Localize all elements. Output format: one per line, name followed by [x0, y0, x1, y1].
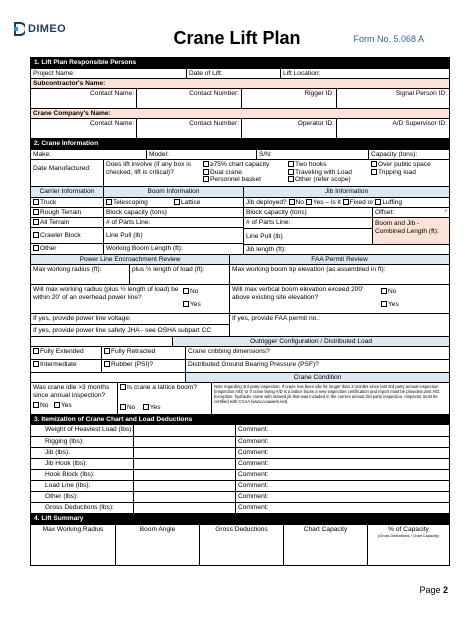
- boom-telescoping[interactable]: Telescoping: [106, 199, 174, 207]
- jib-block-capacity-field[interactable]: Block capacity (tons): [246, 209, 307, 216]
- power-line-no-option[interactable]: No: [183, 288, 227, 296]
- option-label: Personnel basket: [210, 176, 261, 184]
- checkbox-icon[interactable]: [174, 199, 180, 205]
- deduction-label: Gross Deductions (lbs):: [45, 504, 114, 511]
- checkbox-icon[interactable]: [120, 384, 126, 390]
- jib-luffing-option[interactable]: Luffing: [375, 199, 402, 206]
- option-label: Tripping load: [378, 168, 416, 176]
- operator-id-field[interactable]: Operator ID:: [241, 119, 336, 138]
- checkbox-icon[interactable]: [33, 209, 39, 215]
- checkbox-icon[interactable]: [33, 402, 39, 408]
- inspection-note: Note regarding 3rd party inspection: If crane has been idle for longer than 3 months since last 3rd party annual inspection (inspection A/D) or if crane being A/D is a lattice boom a new inspection certification and report must be provided post A/D. Exception: hydraulic crane with stowed jib that was included in the current annual 3rd party inspection. Inspector must be certified with CCAA (www.ccaaweb.net).: [211, 383, 449, 414]
- summary-max-working-radius[interactable]: Max Working Radius: [42, 526, 104, 533]
- lift-plan-form: [30, 57, 450, 566]
- power-line-voltage-field[interactable]: If yes, provide power line voltage:: [33, 315, 131, 322]
- page-label: Page: [419, 585, 441, 595]
- subcontractor-name-label: Subcontractor's Name:: [31, 79, 449, 88]
- carrier-information-header: Carrier Information: [31, 187, 103, 197]
- lattice-boom-question: Is crane a lattice boom?: [120, 384, 209, 392]
- checkbox-icon[interactable]: [343, 199, 349, 205]
- max-working-radius-field[interactable]: Max working radius (ft):: [33, 266, 102, 273]
- boom-parts-line-field[interactable]: # of Parts Line:: [104, 217, 243, 227]
- make-field[interactable]: Make:: [33, 151, 51, 158]
- page-title: Crane Lift Plan: [173, 28, 301, 48]
- outrigger-intermediate[interactable]: Intermediate: [31, 360, 101, 372]
- deduction-value-field[interactable]: [133, 459, 235, 469]
- sub-contact-number-field[interactable]: Contact Number:: [136, 89, 241, 108]
- serial-number-field[interactable]: S/N:: [256, 150, 368, 159]
- option-chart-capacity[interactable]: [203, 161, 284, 169]
- deduction-row: [31, 458, 449, 469]
- jib-no-option[interactable]: No: [289, 199, 304, 206]
- deduction-value-field[interactable]: [133, 503, 235, 513]
- section-title: 1. Lift Plan Responsible Persons: [31, 58, 449, 68]
- checkbox-icon[interactable]: [203, 176, 209, 182]
- checkbox-icon[interactable]: [120, 404, 126, 410]
- page-num: 2: [442, 585, 448, 595]
- deduction-row: [31, 480, 449, 491]
- deduction-row: [31, 502, 449, 513]
- lattice-yes-option[interactable]: Yes: [143, 404, 161, 411]
- deduction-comment-field[interactable]: Comment:: [235, 503, 449, 513]
- sub-contact-name-field[interactable]: Contact Name:: [90, 90, 134, 97]
- option-other-scope[interactable]: [288, 176, 367, 184]
- max-boom-tip-elevation-field[interactable]: Max working boom tip elevation (as assembled in ft):: [229, 265, 449, 284]
- checkbox-icon[interactable]: [54, 402, 60, 408]
- deduction-label: Jib (lbs):: [45, 449, 70, 456]
- option-over-public-space[interactable]: [371, 161, 447, 169]
- outrigger-configuration-header: Outrigger Configuration / Distributed Load: [172, 337, 449, 346]
- summary-percent-capacity[interactable]: [367, 525, 449, 565]
- form-number: Form No. 5.068 A: [353, 34, 424, 44]
- option-label: ≥75% chart capacity: [210, 161, 270, 168]
- outrigger-fully-extended[interactable]: Fully Extended: [31, 347, 101, 359]
- faa-no-option[interactable]: No: [381, 288, 447, 296]
- carrier-other[interactable]: Other: [31, 243, 103, 253]
- carrier-crawler-block[interactable]: Crawler Block: [31, 227, 103, 243]
- carrier-all-terrain[interactable]: All Terrain: [31, 217, 103, 227]
- crane-cribbing-dimensions-field[interactable]: Crane cribbing dimensions?: [185, 347, 449, 359]
- jib-deployed-label: Jib deployed?: [246, 199, 287, 206]
- summary-boom-angle[interactable]: Boom Angle: [115, 525, 199, 565]
- section-1-header: [31, 58, 449, 68]
- checkbox-icon[interactable]: [33, 219, 39, 225]
- critical-lift-question: Does lift involve (if any box is checked, lift is critical)?: [103, 160, 201, 186]
- project-name-field[interactable]: Project Name:: [33, 70, 75, 77]
- deduction-value-field[interactable]: [133, 470, 235, 480]
- checkbox-icon[interactable]: [104, 361, 110, 367]
- checkbox-icon[interactable]: [33, 199, 39, 205]
- deduction-value-field[interactable]: [133, 481, 235, 491]
- checkbox-icon[interactable]: [33, 232, 39, 238]
- model-field[interactable]: Model:: [146, 150, 256, 159]
- faa-permit-review-header: FAA Permit Review: [229, 255, 449, 264]
- deduction-value-field[interactable]: [133, 437, 235, 447]
- option-two-hooks[interactable]: [288, 161, 367, 169]
- boom-line-pull-field[interactable]: Line Pull (lb): [104, 227, 243, 243]
- option-label: Over public space: [378, 161, 431, 168]
- checkbox-icon[interactable]: [381, 288, 387, 294]
- plus-half-load-field[interactable]: plus ½ length of load (ft):: [129, 265, 229, 284]
- deduction-row: [31, 436, 449, 447]
- crane-company-label: Crane Company's Name:: [31, 109, 449, 118]
- date-of-lift-field[interactable]: Date of Lift:: [186, 69, 280, 78]
- checkbox-icon[interactable]: [33, 348, 39, 354]
- capacity-field[interactable]: Capacity (tons):: [368, 150, 449, 159]
- percent-capacity-label: % of Capacity: [388, 526, 429, 533]
- boom-lattice[interactable]: Lattice: [174, 199, 200, 206]
- deduction-label: Hook Block (lbs):: [45, 471, 95, 478]
- ad-supervisor-id-field[interactable]: A/D Supervisor ID:: [336, 119, 449, 138]
- deductions-table: [31, 425, 449, 513]
- deduction-comment-field[interactable]: Comment:: [235, 459, 449, 469]
- checkbox-icon[interactable]: [371, 169, 377, 175]
- power-line-yes-option[interactable]: Yes: [183, 301, 227, 309]
- option-dual-crane[interactable]: [203, 169, 284, 177]
- deduction-value-field[interactable]: [133, 448, 235, 458]
- jib-length-field[interactable]: Jib length (ft):: [244, 244, 449, 254]
- date-manufactured-field[interactable]: Date Manufactured:: [33, 165, 91, 172]
- idle-yes-option[interactable]: Yes: [54, 402, 72, 409]
- deduction-label: Load Line (lbs):: [45, 482, 91, 489]
- option-label: Two hooks: [295, 161, 327, 168]
- jib-parts-line-field[interactable]: # of Parts Line:: [246, 219, 291, 226]
- jib-information-header: Jib Information: [244, 187, 449, 197]
- carrier-truck[interactable]: Truck: [31, 197, 103, 207]
- checkbox-icon[interactable]: [143, 404, 149, 410]
- option-label: Other (refer scope): [295, 176, 351, 184]
- lattice-no-option[interactable]: No: [120, 404, 135, 411]
- faa-yes-option[interactable]: Yes: [381, 301, 447, 309]
- deduction-comment-field[interactable]: Comment:: [235, 481, 449, 491]
- section-title: 2. Crane Information: [31, 139, 449, 149]
- checkbox-icon[interactable]: [33, 245, 39, 251]
- working-boom-length-field[interactable]: Working Boom Length (ft):: [104, 243, 243, 253]
- checkbox-icon[interactable]: [306, 199, 312, 205]
- deduction-comment-field[interactable]: Comment:: [235, 425, 449, 436]
- deduction-row: [31, 491, 449, 502]
- faa-permit-number-field[interactable]: If yes, provide FAA permit no.:: [229, 314, 342, 336]
- checkbox-icon[interactable]: [288, 169, 294, 175]
- power-line-jha-field[interactable]: If yes, provide power line safety JHA - see OSHA subpart CC: [31, 324, 229, 336]
- checkbox-icon[interactable]: [288, 161, 294, 167]
- signal-person-id-field[interactable]: Signal Person ID:: [336, 89, 449, 108]
- deduction-value-field[interactable]: [133, 425, 235, 436]
- deduction-row: [31, 469, 449, 480]
- deduction-comment-field[interactable]: Comment:: [235, 492, 449, 502]
- checkbox-icon[interactable]: [183, 288, 189, 294]
- checkbox-icon[interactable]: [203, 161, 209, 167]
- boom-block-capacity-field[interactable]: Block capacity (tons): [104, 207, 243, 217]
- section-title: 4. Lift Summary: [31, 514, 449, 524]
- offset-field[interactable]: Offset: °: [372, 208, 449, 217]
- jib-line-pull-field[interactable]: Line Pull (lb): [244, 228, 372, 244]
- deduction-comment-field[interactable]: Comment:: [235, 437, 449, 447]
- power-line-question: Will max working radius (plus ½ length of load) be within 20' of an overhead power line?: [33, 286, 179, 301]
- option-traveling-with-load[interactable]: [288, 169, 367, 177]
- boom-information-header: Boom Information: [104, 187, 243, 197]
- boom-jib-combined-length-field[interactable]: Boom and Jib - Combined Length (ft):: [372, 218, 449, 244]
- outrigger-fully-retracted[interactable]: Fully Retracted: [101, 347, 185, 359]
- checkbox-icon[interactable]: [106, 199, 112, 205]
- checkbox-icon[interactable]: [289, 199, 295, 205]
- section-title: 3. Itemization of Crane Chart and Load Deductions: [31, 415, 449, 425]
- deduction-row: [31, 447, 449, 458]
- jib-fixed-option[interactable]: Fixed or: [343, 199, 374, 206]
- deduction-label: Jib Hook (lbs):: [45, 460, 88, 467]
- faa-question: Will max vertical boom elevation exceed 200' above existing site elevation?: [229, 285, 379, 313]
- deduction-comment-field[interactable]: Comment:: [235, 448, 449, 458]
- checkbox-icon[interactable]: [381, 301, 387, 307]
- jib-yes-option[interactable]: Yes – is it: [306, 199, 341, 206]
- crane-contact-number-field[interactable]: Contact Number:: [136, 119, 241, 138]
- option-personnel-basket[interactable]: [203, 176, 284, 184]
- option-tripping-load[interactable]: [371, 169, 447, 177]
- ground-bearing-pressure-field[interactable]: Distributed Ground Bearing Pressure (PSF)?: [185, 360, 449, 372]
- logo-text: DIMEO: [28, 23, 67, 35]
- deduction-comment-field[interactable]: Comment:: [235, 470, 449, 480]
- deduction-label: Other (lbs):: [45, 493, 78, 500]
- checkbox-icon[interactable]: [375, 199, 381, 205]
- checkbox-icon[interactable]: [288, 176, 294, 182]
- power-line-review-header: Power Line Encroachment Review: [31, 255, 229, 264]
- deduction-label: Rigging (lbs):: [45, 438, 84, 445]
- summary-chart-capacity[interactable]: Chart Capacity: [283, 525, 367, 565]
- deduction-row: [31, 425, 449, 436]
- deduction-label: Weight of Heaviest Load (lbs):: [45, 426, 133, 433]
- carrier-rough-terrain[interactable]: Rough Terrain: [31, 207, 103, 217]
- crane-condition-header: Crane Condition: [185, 373, 449, 382]
- lift-summary-row: [31, 524, 449, 565]
- crane-contact-name-field[interactable]: Contact Name:: [90, 120, 134, 127]
- idle-no-option[interactable]: No: [33, 402, 48, 409]
- checkbox-icon[interactable]: [371, 161, 377, 167]
- lift-location-field[interactable]: Lift Location:: [280, 69, 449, 78]
- rigger-id-field[interactable]: Rigger ID:: [241, 89, 336, 108]
- checkbox-icon[interactable]: [203, 169, 209, 175]
- checkbox-icon[interactable]: [104, 348, 110, 354]
- option-label: Dual crane: [210, 168, 242, 176]
- checkbox-icon[interactable]: [183, 301, 189, 307]
- idle-question: Was crane idle >3 months since annual inspection?: [33, 384, 110, 399]
- option-label: Traveling with Load: [295, 168, 352, 176]
- percent-capacity-formula: (Gross Deductions / Chart Capacity): [378, 533, 439, 538]
- deduction-value-field[interactable]: [133, 492, 235, 502]
- checkbox-icon[interactable]: [33, 361, 39, 367]
- outrigger-rubber-psi[interactable]: Rubber (PSI)?: [101, 360, 185, 372]
- summary-gross-deductions[interactable]: Gross Deductions: [199, 525, 283, 565]
- page-number: [419, 585, 448, 595]
